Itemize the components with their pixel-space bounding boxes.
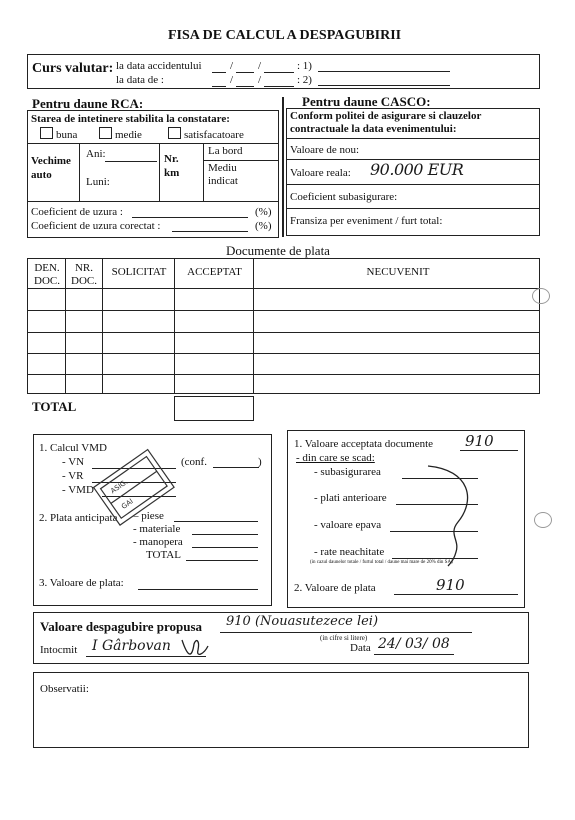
din-care-label: - din care se scad: — [296, 452, 375, 464]
col-solicitat: SOLICITAT — [111, 266, 167, 278]
ani-label: Ani: — [86, 148, 106, 160]
vn-label: - VN — [62, 456, 85, 468]
total-box — [174, 396, 254, 421]
coef-uzura-pct: (%) — [255, 206, 272, 218]
doc-title: Documente de plata — [226, 243, 330, 258]
curs-n2: : 2) — [297, 74, 312, 86]
casco-conform: Conform politei de asigurare si clauzelor contractuale la data evenimentului: — [290, 110, 482, 135]
handwritten-bracket — [420, 460, 480, 570]
fransiza-label: Fransiza per eveniment / furt total: — [290, 215, 443, 227]
valoare-acceptata-value: 910 — [465, 432, 494, 450]
valoare-plata-value: 910 — [436, 576, 465, 594]
total-label: TOTAL — [32, 399, 77, 414]
punch-hole-bottom — [534, 512, 552, 528]
vechime-label: Vechime auto — [31, 155, 71, 181]
data-value: 24/ 03/ 08 — [378, 636, 450, 652]
piese-label: – piese — [133, 510, 164, 522]
rca-title: Pentru daune RCA: — [32, 96, 144, 111]
casco-title: Pentru daune CASCO: — [302, 94, 431, 109]
coef-corectat-label: Coeficient de uzura corectat : — [31, 220, 161, 232]
rate-neachitate-label: - rate neachitate — [314, 546, 385, 558]
col-nr-doc: NR. DOC. — [71, 262, 97, 287]
punch-hole-top — [532, 288, 550, 304]
stamp — [80, 434, 190, 544]
opt-satisfacatoare[interactable]: satisfacatoare — [184, 129, 244, 141]
observatii-box — [33, 672, 529, 748]
coef-subasigurare-label: Coeficient subasigurare: — [290, 191, 398, 203]
cifre-litere-note: (in cifre si litere) — [320, 634, 368, 642]
conf-close: ) — [258, 456, 262, 468]
valoare-plata-vmd-label: 3. Valoare de plata: — [39, 577, 124, 589]
mediu-label: Mediu indicat — [208, 162, 238, 187]
propusa-value: 910 (Nouasutezece lei) — [226, 614, 379, 629]
slash3: / — [230, 74, 234, 86]
manopera-label: - manopera — [133, 536, 183, 548]
slash4: / — [258, 74, 262, 86]
conf-label: (conf. — [181, 456, 207, 468]
labord-label: La bord — [208, 145, 243, 157]
svg-text:ASIG.: ASIG. — [109, 477, 130, 496]
curs-label: Curs valutar: — [32, 61, 114, 76]
svg-text:GAI: GAI — [120, 497, 135, 511]
valoare-acceptata-label: 1. Valoare acceptata documente — [294, 438, 434, 450]
valoare-epava-label: - valoare epava — [314, 519, 382, 531]
valoare-plata-label: 2. Valoare de plata — [294, 582, 376, 594]
coef-corectat-pct: (%) — [255, 220, 272, 232]
valoare-reala-value: 90.000 EUR — [370, 160, 464, 179]
rca-stare: Starea de intetinere stabilita la constatare: — [31, 113, 230, 125]
valoare-nou-label: Valoare de nou: — [290, 144, 360, 156]
data-label: Data — [350, 642, 371, 654]
page-title: FISA DE CALCUL A DESPAGUBIRII — [168, 28, 402, 43]
intocmit-value: I Gârbovan — [92, 638, 171, 654]
calcul-vmd-label: 1. Calcul VMD — [39, 442, 107, 454]
col-den-doc: DEN. DOC. — [34, 262, 60, 287]
curs-n1: : 1) — [297, 60, 312, 72]
nrkm-label: Nr. km — [164, 153, 180, 179]
opt-medie[interactable]: medie — [115, 129, 142, 141]
signature — [178, 636, 212, 662]
rate-note: (in cazul daunelor totale / furtul total / daune mai mare de 20% din SA) — [310, 560, 453, 565]
vr-label: - VR — [62, 470, 84, 482]
plati-anterioare-label: - plati anterioare — [314, 492, 387, 504]
total-vmd-label: TOTAL — [146, 549, 181, 561]
opt-buna[interactable]: buna — [56, 129, 78, 141]
plata-anticipata-label: 2. Plata anticipata — [39, 512, 118, 524]
curs-row2-label: la data de : — [116, 74, 164, 86]
propusa-label: Valoare despagubire propusa — [40, 619, 203, 634]
coef-uzura-label: Coeficient de uzura : — [31, 206, 123, 218]
slash1: / — [230, 60, 234, 72]
subasigurarea-label: - subasigurarea — [314, 466, 381, 478]
intocmit-label: Intocmit — [40, 644, 78, 656]
observatii-label: Observatii: — [40, 683, 89, 695]
col-acceptat: ACCEPTAT — [187, 266, 242, 278]
vmd-label: - VMD — [62, 484, 94, 496]
luni-label: Luni: — [86, 176, 110, 188]
curs-row1-label: la data accidentului — [116, 60, 202, 72]
slash2: / — [258, 60, 262, 72]
valoare-reala-label: Valoare reala: — [290, 167, 351, 179]
materiale-label: - materiale — [133, 523, 181, 535]
col-necuvenit: NECUVENIT — [366, 266, 430, 278]
